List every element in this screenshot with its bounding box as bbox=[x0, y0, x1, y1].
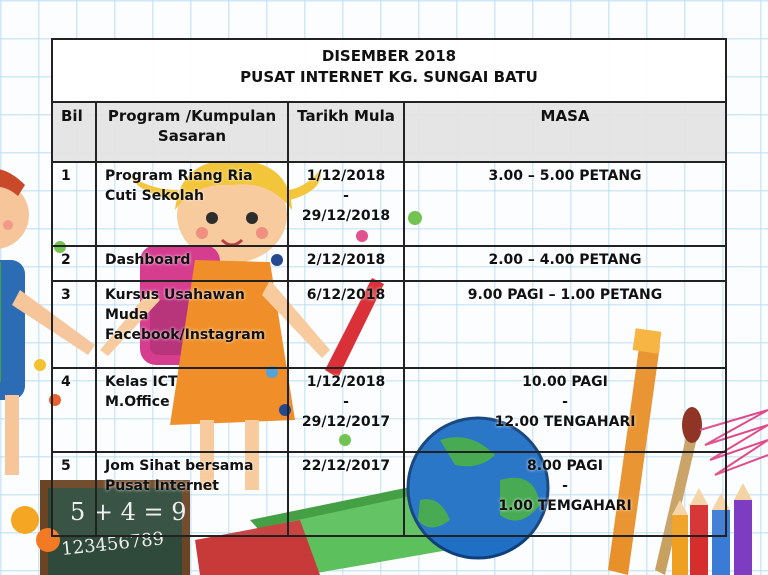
chalkboard-line1: 5 + 4 = 9 bbox=[70, 498, 187, 526]
header-program: Program /Kumpulan Sasaran bbox=[96, 102, 288, 162]
cell-masa: 2.00 – 4.00 PETANG bbox=[404, 246, 726, 281]
cell-tarikh bbox=[288, 368, 404, 452]
title-month: DISEMBER 2018 bbox=[321, 47, 457, 65]
header-masa: MASA bbox=[404, 102, 726, 162]
program-line2: M.Office bbox=[105, 394, 170, 410]
cell-bil: 1 bbox=[52, 162, 96, 246]
table-row bbox=[52, 452, 726, 536]
tarikh-end: 29/12/2017 bbox=[301, 414, 391, 430]
table-row bbox=[52, 162, 726, 246]
cell-program: Jom Sihat bersama Pusat Internet bbox=[96, 452, 288, 536]
masa-sep: - bbox=[562, 478, 568, 494]
title-cell bbox=[52, 39, 726, 102]
cell-masa: 3.00 – 5.00 PETANG bbox=[404, 162, 726, 246]
table-row bbox=[52, 281, 726, 368]
cell-tarikh bbox=[288, 162, 404, 246]
cell-bil: 4 bbox=[52, 368, 96, 452]
cell-program: Dashboard bbox=[96, 246, 288, 281]
title-row bbox=[52, 39, 726, 102]
cell-bil: 2 bbox=[52, 246, 96, 281]
schedule-table bbox=[51, 38, 727, 537]
tarikh-end: 29/12/2018 bbox=[301, 208, 391, 224]
cell-tarikh: 2/12/2018 bbox=[288, 246, 404, 281]
cell-bil: 3 bbox=[52, 281, 96, 368]
cell-program bbox=[96, 368, 288, 452]
chalkboard-line2: 123456789 bbox=[60, 528, 166, 560]
cell-masa bbox=[404, 368, 726, 452]
title-center: PUSAT INTERNET KG. SUNGAI BATU bbox=[240, 68, 538, 86]
header-tarikh: Tarikh Mula bbox=[288, 102, 404, 162]
cell-masa bbox=[404, 452, 726, 536]
tarikh-sep: - bbox=[343, 188, 349, 204]
table-row bbox=[52, 246, 726, 281]
cell-tarikh: 22/12/2017 bbox=[288, 452, 404, 536]
cell-tarikh: 6/12/2018 bbox=[288, 281, 404, 368]
tarikh-start: 1/12/2018 bbox=[306, 168, 386, 184]
paint-dot bbox=[11, 506, 39, 534]
tarikh-sep: - bbox=[343, 394, 349, 410]
cell-masa: 9.00 PAGI – 1.00 PETANG bbox=[404, 281, 726, 368]
cell-program: Program Riang Ria Cuti Sekolah bbox=[96, 162, 288, 246]
masa-start: 8.00 PAGI bbox=[527, 458, 603, 474]
masa-end: 12.00 TENGAHARI bbox=[494, 414, 636, 430]
cell-bil: 5 bbox=[52, 452, 96, 536]
program-line1: Kelas ICT bbox=[105, 374, 178, 390]
cell-program: Kursus Usahawan Muda Facebook/Instagram bbox=[96, 281, 288, 368]
masa-start: 10.00 PAGI bbox=[522, 374, 608, 390]
masa-end: 1.00 TEMGAHARI bbox=[498, 498, 632, 514]
table-row bbox=[52, 368, 726, 452]
header-row bbox=[52, 102, 726, 162]
masa-sep: - bbox=[562, 394, 568, 410]
tarikh-start: 1/12/2018 bbox=[306, 374, 386, 390]
header-bil: Bil bbox=[52, 102, 96, 162]
confetti-dot bbox=[34, 359, 46, 371]
